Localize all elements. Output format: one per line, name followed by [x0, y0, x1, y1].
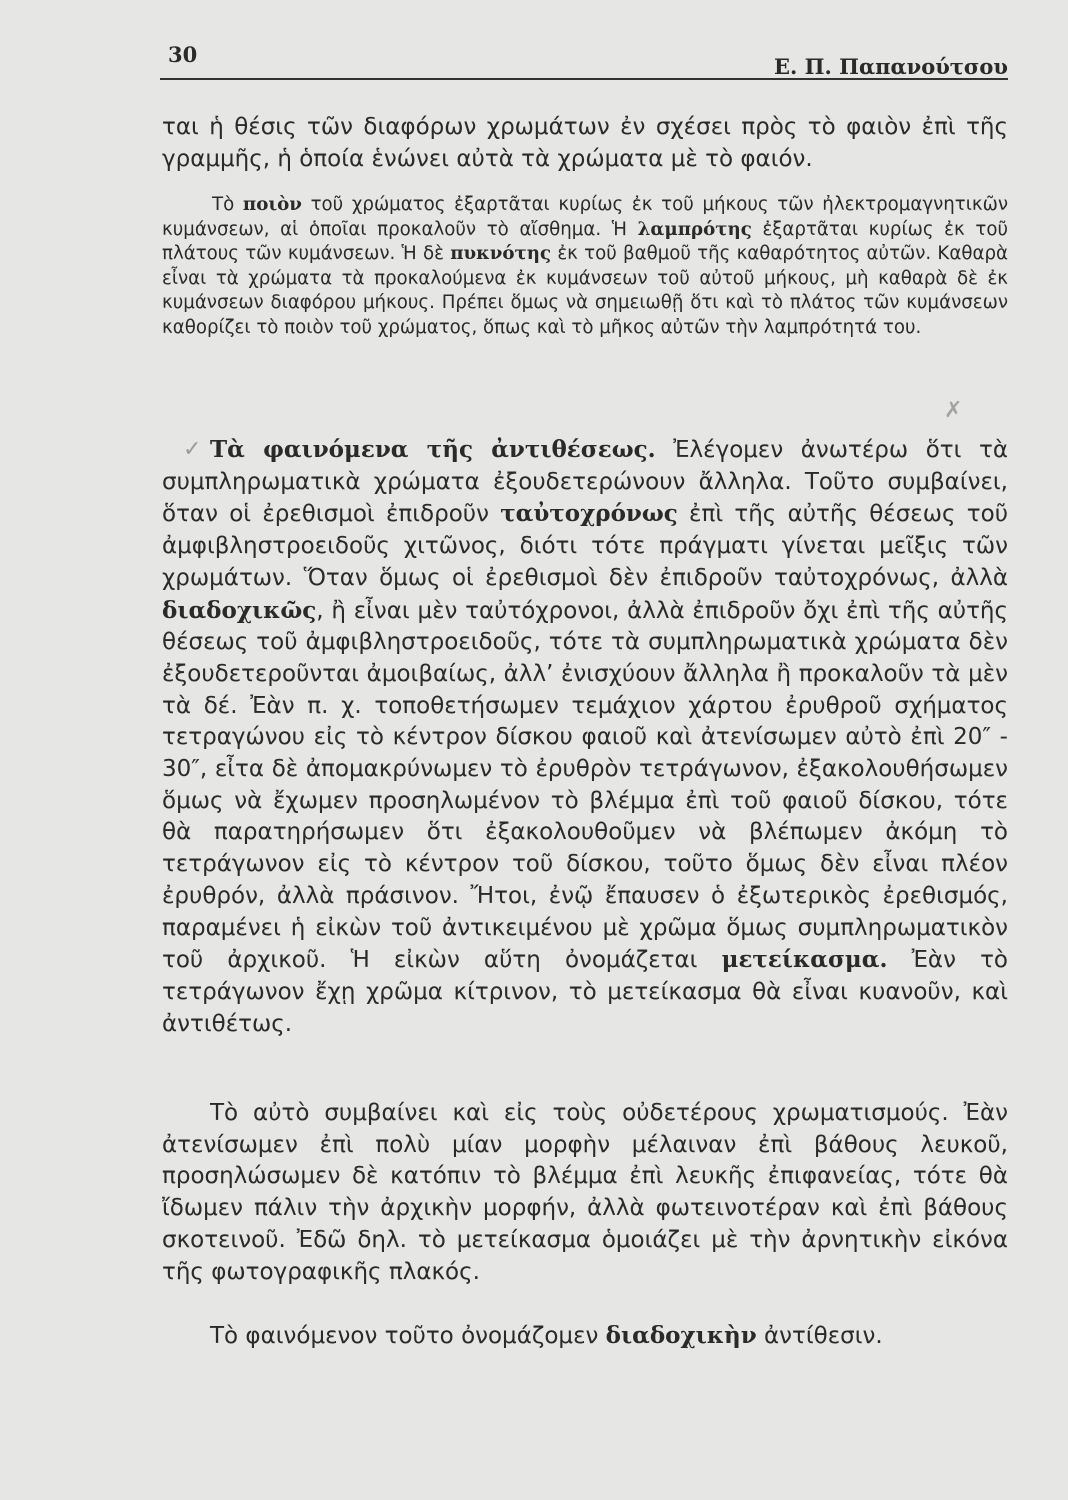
note-text-4: ἐκ τοῦ βαθμοῦ τῆς καθαρότητος αὐτῶν. Καθαρὰ εἶναι τὰ χρώματα τὰ προκαλούμενα ἐκ κυμάνσεων τοῦ αὐτοῦ μήκους, μὴ καθαρὰ δὲ ἐκ κυμάνσεων διαφόρου μήκους. Πρέπει ὅμως νὰ σημειωθῇ ὅτι καὶ τὸ πλάτος τῶν κυμάνσεων καθορίζει τὸ ποιὸν τοῦ χρώματος, ὅπως καὶ τὸ μῆκος αὐτῶν τὴν λαμπρότητά του. [162, 243, 1008, 338]
footnote-paragraph [162, 193, 1008, 340]
term-afterimage: μετείκασμα. [721, 946, 888, 974]
note-text-3: ἐξαρτᾶται κυρίως ἐκ τοῦ πλάτους τῶν κυμάνσεων. Ἡ δὲ [162, 218, 1008, 264]
final-text-1: Τὸ φαινόμενον τοῦτο ὀνομάζομεν [210, 1323, 606, 1349]
intro-paragraph: ται ἡ θέσις τῶν διαφόρων χρωμάτων ἐν σχέσει πρὸς τὸ φαιὸν ἐπὶ τῆς γραμμῆς, ἡ ὁποία ἑνώνει αὐτὰ τὰ χρώματα μὲ τὸ φαιόν. [162, 114, 1008, 172]
final-text-2: ἀντίθεσιν. [756, 1323, 883, 1349]
contrast-section-paragraph [162, 434, 1008, 1040]
page-number: 30 [168, 42, 198, 67]
section-text-2: ἐπὶ τῆς αὐτῆς θέσεως τοῦ ἀμφιβληστροειδοῦς χιτῶνος, διότι τότε πράγματι γίνεται μεῖξις τῶν χρωμάτων. Ὅταν ὅμως οἱ ἐρεθισμοὶ δὲν ἐπιδροῦν ταὐτοχρόνως, ἀλλὰ [162, 501, 1008, 591]
page-header [160, 38, 1008, 80]
term-successive-contrast: διαδοχικὴν [605, 1322, 757, 1349]
term-successive: διαδοχικῶς [162, 596, 317, 624]
note-term-density: πυκνότης [450, 243, 552, 264]
final-paragraph [162, 1320, 1008, 1353]
note-text-2: τοῦ χρώματος ἐξαρτᾶται κυρίως ἐκ τοῦ μήκους τῶν ἠλεκτρομαγνητικῶν κυμάνσεων, αἱ ὁποῖαι προκαλοῦν τὸ αἴσθημα. Ἡ [162, 194, 1008, 240]
note-term-quality: ποιὸν [242, 194, 302, 215]
pencil-mark-icon: ✗ [944, 398, 963, 423]
neutral-colors-paragraph: Τὸ αὐτὸ συμβαίνει καὶ εἰς τοὺς οὐδετέρους χρωματισμούς. Ἐὰν ἀτενίσωμεν ἐπὶ πολὺ μίαν μορφὴν μέλαιναν ἐπὶ βάθους λευκοῦ, προσηλώσωμεν δὲ κατόπιν τὸ βλέμμα ἐπὶ λευκῆς ἐπιφανείας, τότε θὰ ἴδωμεν πάλιν τὴν ἀρχικὴν μορφήν, ἀλλὰ φωτεινοτέραν καὶ ἐπὶ βάθους σκοτεινοῦ. Ἐδῶ δηλ. τὸ μετείκασμα ὁμοιάζει μὲ τὴν ἀρνητικὴν εἰκόνα τῆς φωτογραφικῆς πλακός. [162, 1100, 1008, 1285]
note-text-1: Τὸ [212, 194, 243, 215]
pencil-check-icon: ✓ [183, 437, 202, 462]
term-simultaneous: ταὐτοχρόνως [500, 500, 678, 528]
section-text-4: Ἐὰν τὸ τετράγωνον ἔχῃ χρῶμα κίτρινον, τὸ μετείκασμα θὰ εἶναι κυανοῦν, καὶ ἀντιθέτως. [162, 947, 1008, 1037]
section-text-1: Ἐλέγομεν ἀνωτέρω ὅτι τὰ συμπληρωματικὰ χρώματα ἐξουδετερώνουν ἄλληλα. Τοῦτο συμβαίνει, ὅταν οἱ ἐρεθισμοὶ ἐπιδροῦν [162, 437, 1008, 528]
section-heading: Τὰ φαινόμενα τῆς ἀντιθέσεως. [210, 436, 656, 463]
note-term-brightness: λαμπρότης [637, 218, 752, 240]
running-head: Ε. Π. Παπανούτσου [774, 54, 1008, 79]
section-text-3: , ἢ εἶναι μὲν ταὐτόχρονοι, ἀλλὰ ἐπιδροῦν ὄχι ἐπὶ τῆς αὐτῆς θέσεως τοῦ ἀμφιβληστροειδοῦς, τότε τὰ συμπληρωματικὰ χρώματα δὲν ἐξουδετεροῦνται ἀμοιβαίως, ἀλλ’ ἐνισχύουν ἄλληλα ἢ προκαλοῦν τὰ μὲν τὰ δέ. Ἐὰν π. χ. τοποθετήσωμεν τεμάχιον χάρτου ἐρυθροῦ σχήματος τετραγώνου εἰς τὸ κέντρον δίσκου φαιοῦ καὶ ἀτενίσωμεν αὐτὸ ἐπὶ 20″ - 30″, εἶτα δὲ ἀπομακρύνωμεν τὸ ἐρυθρὸν τετράγωνον, ἐξακολουθήσωμεν ὅμως νὰ ἔχωμεν προσηλωμένον τὸ βλέμμα ἐπὶ τοῦ φαιοῦ δίσκου, τότε θὰ παρατηρήσωμεν ὅτι ἐξακολουθοῦμεν νὰ βλέπωμεν ἀκόμη τὸ τετράγωνον εἰς τὸ κέντρον τοῦ δίσκου, τοῦτο ὅμως δὲν εἶναι πλέον ἐρυθρόν, ἀλλὰ πράσινον. Ἤτοι, ἐνῷ ἔπαυσεν ὁ ἐξωτερικὸς ἐρεθισμός, παραμένει ἡ εἰκὼν τοῦ ἀντικειμένου μὲ χρῶμα ὅμως συμπληρωματικὸν τοῦ ἀρχικοῦ. Ἡ εἰκὼν αὕτη ὀνομάζεται [162, 597, 1008, 974]
